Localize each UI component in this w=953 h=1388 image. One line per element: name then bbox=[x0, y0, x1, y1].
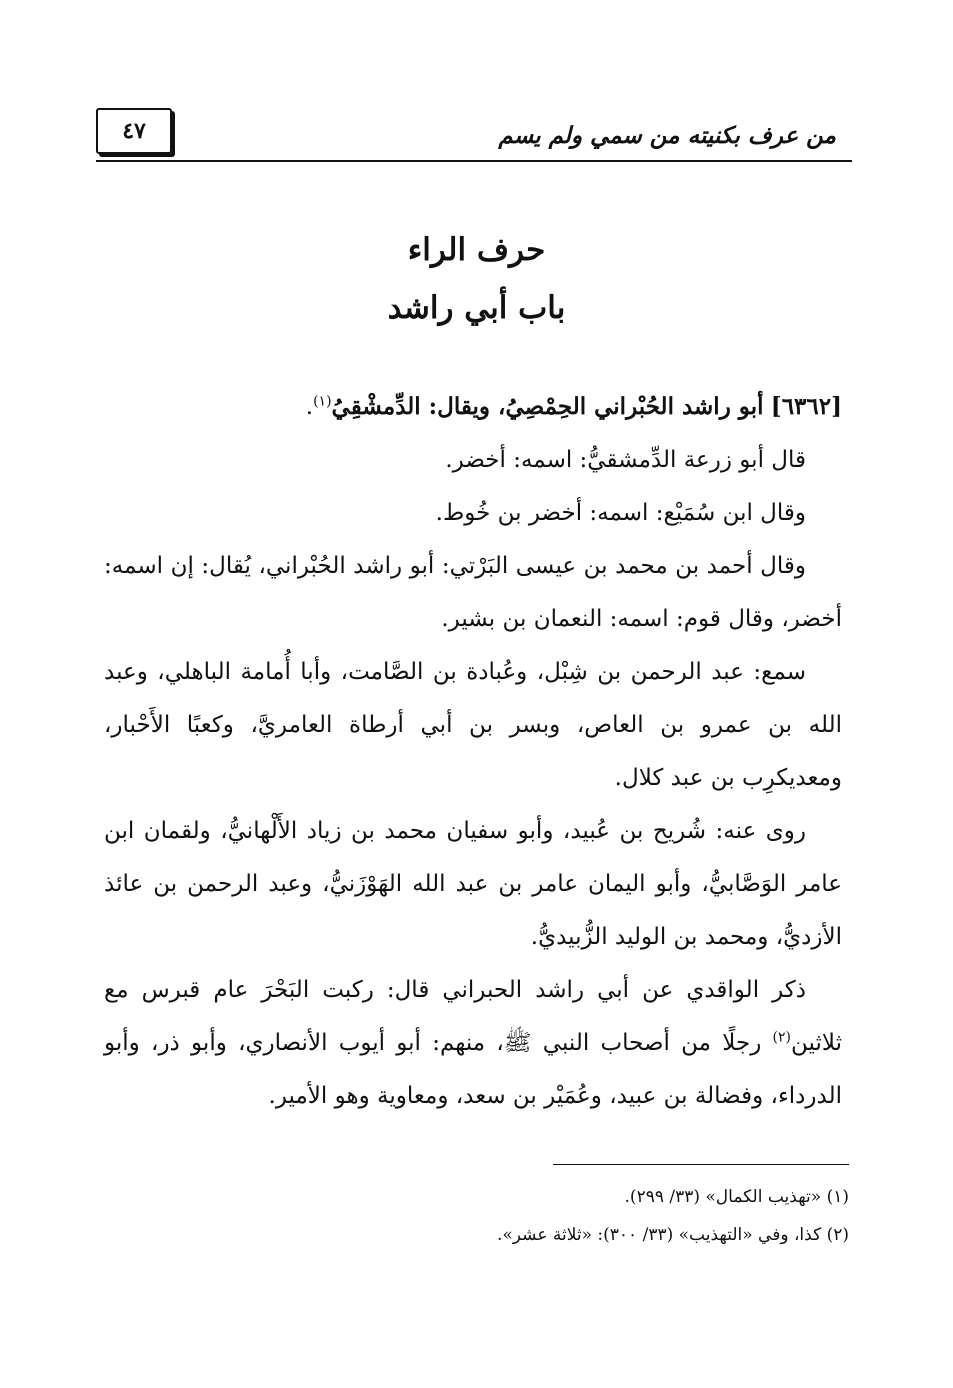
running-header bbox=[96, 108, 852, 170]
entry-heading bbox=[104, 380, 842, 434]
entry-number: [٦٣٦٢] bbox=[770, 393, 842, 420]
paragraph-heard-from: سمع: عبد الرحمن بن شِبْل، وعُبادة بن الصَّامت، وأبا أُمامة الباهلي، وعبد الله بن عمرو بن العاص، وبسر بن أبي أرطاة العامريَّ، وكعبًا الأَحْبار، ومعديكرِب بن عبد كلال. bbox=[104, 659, 842, 791]
entry-name: أبو راشد الحُبْراني الحِمْصِيُ، ويقال: الدِّمشْقِيُ bbox=[331, 393, 764, 420]
paragraph-narrators: روى عنه: شُريح بن عُبيد، وأبو سفيان محمد بن زياد الأَلْهانيُّ، ولقمان ابن عامر الوَصَّابيُّ، وأبو اليمان عامر بن عبد الله الهَوْزَنيُّ، وعبد الرحمن بن عائذ الأزديُّ، ومحمد بن الوليد الزُّبيديُّ. bbox=[104, 818, 842, 950]
waqidi-text-end: رجلًا من أصحاب النبي ﷺ، منهم: أبو أيوب الأنصاري، وأبو ذر، وأبو الدرداء، وفضالة بن عبيد، وعُمَيْر بن سعد، ومعاوية وهو الأمير. bbox=[104, 1030, 842, 1109]
paragraph-ibn-sumay: وقال ابن سُمَيْع: اسمه: أخضر بن خُوط. bbox=[435, 500, 806, 526]
paragraph-al-barti: وقال أحمد بن محمد بن عيسى البَرْتي: أبو راشد الحُبْراني، يُقال: إن اسمه: أخضر، وقال قوم: اسمه: النعمان بن بشير. bbox=[104, 553, 842, 632]
footnote-2: (٢) كذا، وفي «التهذيب» (٣٣/ ٣٠٠): «ثلاثة عشر». bbox=[496, 1225, 849, 1245]
letter-heading: حرف الراء bbox=[407, 232, 546, 268]
footnote-1: (١) «تهذيب الكمال» (٣٣/ ٢٩٩). bbox=[624, 1187, 849, 1207]
footnote-divider bbox=[553, 1164, 849, 1165]
paragraph-abu-zura: قال أبو زرعة الدِّمشقيُّ: اسمه: أخضر. bbox=[445, 447, 806, 473]
footnote-ref-2[interactable]: (٢) bbox=[772, 1029, 792, 1046]
chapter-heading: باب أبي راشد bbox=[387, 290, 566, 326]
entry-end: . bbox=[305, 394, 314, 420]
main-text bbox=[104, 380, 842, 1123]
waqidi-text-start: ذكر الواقدي عن أبي راشد الحبراني قال: ركبت البَحْرَ عام قبرس مع ثلاثين bbox=[104, 977, 842, 1056]
running-header-title: من عرف بكنيته من سمي ولم يسم bbox=[498, 122, 836, 149]
header-divider bbox=[96, 160, 852, 162]
footnote-ref-1[interactable]: (١) bbox=[313, 393, 332, 410]
page-number: ٤٧ bbox=[96, 108, 172, 154]
footnotes bbox=[300, 1178, 849, 1254]
paragraph-al-waqidi bbox=[104, 964, 842, 1123]
